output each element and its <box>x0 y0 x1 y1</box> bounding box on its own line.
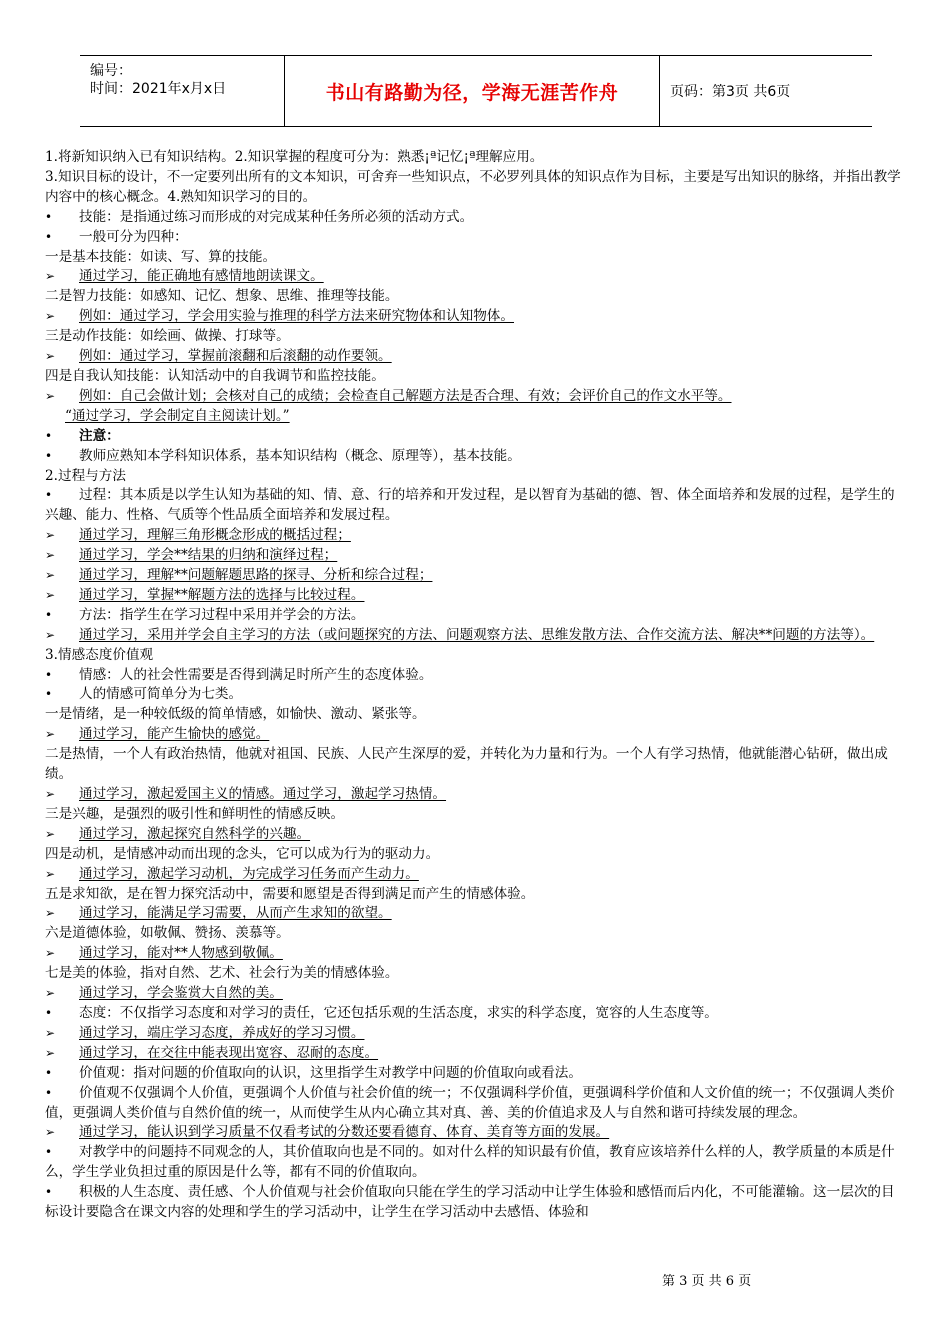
paragraph-text: 1.将新知识纳入已有知识结构。2.知识掌握的程度可分为：熟悉¡ª记忆¡ª理解应用。 <box>45 149 544 165</box>
list-item-text: 态度：不仅指学习态度和对学习的责任，它还包括乐观的生活态度，求实的科学态度，宽容的人生态度等。 <box>79 1004 718 1021</box>
dot-bullet-icon: • <box>45 1005 53 1020</box>
list-item-text: 通过学习，能满足学习需要，从而产生求知的欲望。 <box>79 905 392 922</box>
bullet-list-item <box>45 486 905 526</box>
paragraph-line <box>45 168 905 208</box>
dot-bullet-icon: • <box>45 1145 53 1160</box>
bullet-list-item <box>45 606 905 626</box>
paragraph-text: 三是兴趣，是强烈的吸引性和鲜明性的情感反映。 <box>45 805 345 822</box>
arrow-bullet-icon: ➢ <box>45 388 56 403</box>
page-header <box>80 55 872 127</box>
arrow-list-item <box>45 566 905 586</box>
arrow-list-item <box>45 586 905 606</box>
arrow-list-item <box>45 307 905 327</box>
list-item-text: 人的情感可简单分为七类。 <box>79 686 243 703</box>
arrow-bullet-icon: ➢ <box>45 627 56 642</box>
paragraph-text: 3.情感态度价值观 <box>45 646 154 663</box>
dot-bullet-icon: • <box>45 229 53 244</box>
arrow-bullet-icon: ➢ <box>45 906 56 921</box>
document-time-label: 时间：2021年x月x日 <box>90 81 227 97</box>
bullet-list-item <box>45 1084 905 1124</box>
arrow-list-item <box>45 1024 905 1044</box>
arrow-list-item <box>45 1123 905 1143</box>
bullet-list-item <box>45 427 905 447</box>
arrow-bullet-icon: ➢ <box>45 548 56 563</box>
paragraph-text: 四是动机，是情感冲动而出现的念头，它可以成为行为的驱动力。 <box>45 845 440 862</box>
dot-bullet-icon: • <box>45 667 53 682</box>
header-page-cell <box>660 56 872 126</box>
paragraph-text: 五是求知欲，是在智力探究活动中，需要和愿望是否得到满足而产生的情感体验。 <box>45 885 535 902</box>
paragraph-text: 二是热情，一个人有政治热情，他就对祖国、民族、人民产生深厚的爱，并转化为力量和行为。一个人有学习热情，他就能潜心钻研，做出成绩。 <box>45 746 888 783</box>
dot-bullet-icon: • <box>45 209 53 224</box>
paragraph-text: 一是基本技能：如读、写、算的技能。 <box>45 248 277 265</box>
header-motto: 书山有路勤为径，学海无涯苦作舟 <box>325 81 619 104</box>
paragraph-line <box>45 845 905 865</box>
list-item-text: 通过学习，能产生愉快的感觉。 <box>79 726 270 743</box>
list-item-text: 价值观：指对问题的价值取向的认识，这里指学生对教学中问题的价值取向或看法。 <box>79 1064 582 1081</box>
arrow-bullet-icon: ➢ <box>45 309 56 324</box>
dot-bullet-icon: • <box>45 448 53 463</box>
list-item-text: 积极的人生态度、责任感、个人价值观与社会价值取向只能在学生的学习活动中让学生体验和感悟而后内化，不可能灌输。这一层次的目标设计要隐含在课文内容的处理和学生的学习活动中，让学生在学习活动中去感悟、体验和 <box>45 1184 895 1221</box>
arrow-bullet-icon: ➢ <box>45 587 56 602</box>
arrow-bullet-icon: ➢ <box>45 1125 56 1140</box>
arrow-list-item <box>45 347 905 367</box>
list-item-text: 通过学习，能正确地有感情地朗读课文。 <box>79 268 324 285</box>
paragraph-line <box>45 646 905 666</box>
list-item-text: 方法：指学生在学习过程中采用并学会的方法。 <box>79 606 365 623</box>
dot-bullet-icon: • <box>45 1185 53 1200</box>
paragraph-text: 三是动作技能：如绘画、做操、打球等。 <box>45 328 290 345</box>
list-item-text: 通过学习，理解三角形概念形成的概括过程； <box>79 527 351 544</box>
arrow-list-item <box>45 785 905 805</box>
arrow-bullet-icon: ➢ <box>45 269 56 284</box>
list-item-text: 通过学习，掌握**解题方法的选择与比较过程。 <box>79 586 365 603</box>
bullet-list-item <box>45 228 905 248</box>
paragraph-line <box>45 885 905 905</box>
arrow-bullet-icon: ➢ <box>45 349 56 364</box>
list-item-text: 例如：通过学习，掌握前滚翻和后滚翻的动作要领。 <box>79 348 392 365</box>
arrow-list-item <box>45 546 905 566</box>
paragraph-line <box>45 407 905 427</box>
list-item-text: 过程：其本质是以学生认知为基础的知、情、意、行的培养和开发过程，是以智育为基础的德、智、体全面培养和发展的过程，是学生的兴趣、能力、性格、气质等个性品质全面培养和发展过程。 <box>45 487 895 524</box>
bullet-list-item <box>45 1183 905 1223</box>
paragraph-text: 二是智力技能：如感知、记忆、想象、思维、推理等技能。 <box>45 288 399 305</box>
dot-bullet-icon: • <box>45 687 53 702</box>
list-item-text: 通过学习，端庄学习态度，养成好的学习习惯。 <box>79 1024 365 1041</box>
arrow-list-item <box>45 725 905 745</box>
paragraph-line <box>45 148 905 168</box>
paragraph-line <box>45 248 905 268</box>
list-item-text: 通过学习，激起学习动机，为完成学习任务而产生动力。 <box>79 865 419 882</box>
header-meta <box>80 56 285 126</box>
dot-bullet-icon: • <box>45 428 53 443</box>
list-item-text: 通过学习，激起爱国主义的情感。通过学习，激起学习热情。 <box>79 786 447 802</box>
bullet-list-item <box>45 666 905 686</box>
arrow-list-item <box>45 825 905 845</box>
paragraph-line <box>45 745 905 785</box>
bullet-list-item <box>45 447 905 467</box>
arrow-bullet-icon: ➢ <box>45 866 56 881</box>
bullet-list-item <box>45 208 905 228</box>
arrow-bullet-icon: ➢ <box>45 568 56 583</box>
list-item-text: 技能：是指通过练习而形成的对完成某种任务所必须的活动方式。 <box>79 208 474 225</box>
header-motto-cell <box>285 56 660 126</box>
list-item-text: 例如：通过学习，学会用实验与推理的科学方法来研究物体和认知物体。 <box>79 308 514 325</box>
paragraph-line <box>45 705 905 725</box>
list-item-text: 通过学习，采用并学会自主学习的方法（或问题探究的方法、问题观察方法、思维发散方法、合作交流方法、解决**问题的方法等）。 <box>79 626 875 643</box>
paragraph-line <box>45 964 905 984</box>
arrow-bullet-icon: ➢ <box>45 826 56 841</box>
list-item-text: 通过学习，激起探究自然科学的兴趣。 <box>79 825 311 842</box>
bullet-list-item <box>45 1143 905 1183</box>
list-item-text: 通过学习，学会鉴赏大自然的美。 <box>79 985 283 1002</box>
arrow-list-item <box>45 984 905 1004</box>
arrow-bullet-icon: ➢ <box>45 946 56 961</box>
arrow-bullet-icon: ➢ <box>45 986 56 1001</box>
paragraph-text: “通过学习，学会制定自主阅读计划。” <box>65 407 290 424</box>
list-item-text: 通过学习，在交往中能表现出宽容、忍耐的态度。 <box>79 1044 379 1061</box>
paragraph-text: 一是情绪，是一种较低级的简单情感，如愉快、激动、紧张等。 <box>45 706 426 723</box>
dot-bullet-icon: • <box>45 1065 53 1080</box>
paragraph-line <box>45 467 905 487</box>
page-footer: 第 3 页 共 6 页 <box>662 1274 752 1289</box>
list-item-text: 价值观不仅强调个人价值，更强调个人价值与社会价值的统一；不仅强调科学价值，更强调科学价值和人文价值的统一；不仅强调人类价值，更强调人类价值与自然价值的统一，从而使学生从内心确立其对真、善、美的价值追求及人与自然和谐可持续发展的理念。 <box>45 1084 895 1121</box>
dot-bullet-icon: • <box>45 607 53 622</box>
list-item-text: 教师应熟知本学科知识体系，基本知识结构（概念、原理等），基本技能。 <box>79 447 521 464</box>
paragraph-text: 六是道德体验，如敬佩、赞扬、羡慕等。 <box>45 925 290 942</box>
list-item-text: 例如：自己会做计划；会核对自己的成绩；会检查自己解题方法是否合理、有效；会评价自己的作文水平等。 <box>79 387 732 404</box>
paragraph-line <box>45 367 905 387</box>
list-item-text: 通过学习，理解**问题解题思路的探寻、分析和综合过程； <box>79 567 433 584</box>
bullet-list-item <box>45 685 905 705</box>
document-number-label: 编号： <box>90 63 132 79</box>
list-item-text: 注意： <box>79 427 120 444</box>
arrow-bullet-icon: ➢ <box>45 1025 56 1040</box>
arrow-bullet-icon: ➢ <box>45 727 56 742</box>
arrow-list-item <box>45 526 905 546</box>
paragraph-line <box>45 924 905 944</box>
paragraph-text: 2.过程与方法 <box>45 467 126 484</box>
arrow-list-item <box>45 944 905 964</box>
list-item-text: 对教学中的问题持不同观念的人，其价值取向也是不同的。如对什么样的知识最有价值，教育应该培养什么样的人，教学质量的本质是什么，学生学业负担过重的原因是什么等，都有不同的价值取向。 <box>45 1144 895 1181</box>
paragraph-line <box>45 327 905 347</box>
arrow-bullet-icon: ➢ <box>45 1045 56 1060</box>
document-body <box>45 148 905 1223</box>
paragraph-text: 四是自我认知技能：认知活动中的自我调节和监控技能。 <box>45 367 385 384</box>
header-page-label: 页码：第3页 共6页 <box>670 84 791 100</box>
arrow-bullet-icon: ➢ <box>45 787 56 801</box>
list-item-text: 通过学习，能对**人物感到敬佩。 <box>79 945 283 962</box>
paragraph-line <box>45 805 905 825</box>
arrow-bullet-icon: ➢ <box>45 528 56 543</box>
arrow-list-item <box>45 267 905 287</box>
paragraph-text: 3.知识目标的设计，不一定要列出所有的文本知识，可舍弃一些知识点，不必罗列具体的知识点作为目标，主要是写出知识的脉络，并指出教学内容中的核心概念。4.熟知知识学习的目的。 <box>45 168 901 205</box>
arrow-list-item <box>45 626 905 646</box>
list-item-text: 一般可分为四种： <box>79 228 188 245</box>
arrow-list-item <box>45 1044 905 1064</box>
bullet-list-item <box>45 1004 905 1024</box>
list-item-text: 通过学习，学会**结果的归纳和演绎过程； <box>79 547 338 564</box>
bullet-list-item <box>45 1064 905 1084</box>
arrow-list-item <box>45 387 905 407</box>
dot-bullet-icon: • <box>45 1085 53 1100</box>
list-item-text: 通过学习，能认识到学习质量不仅看考试的分数还要看德育、体育、美育等方面的发展。 <box>79 1124 610 1141</box>
arrow-list-item <box>45 865 905 885</box>
paragraph-line <box>45 287 905 307</box>
list-item-text: 情感：人的社会性需要是否得到满足时所产生的态度体验。 <box>79 666 433 683</box>
dot-bullet-icon: • <box>45 488 53 503</box>
paragraph-text: 七是美的体验，指对自然、艺术、社会行为美的情感体验。 <box>45 965 399 982</box>
arrow-list-item <box>45 904 905 924</box>
